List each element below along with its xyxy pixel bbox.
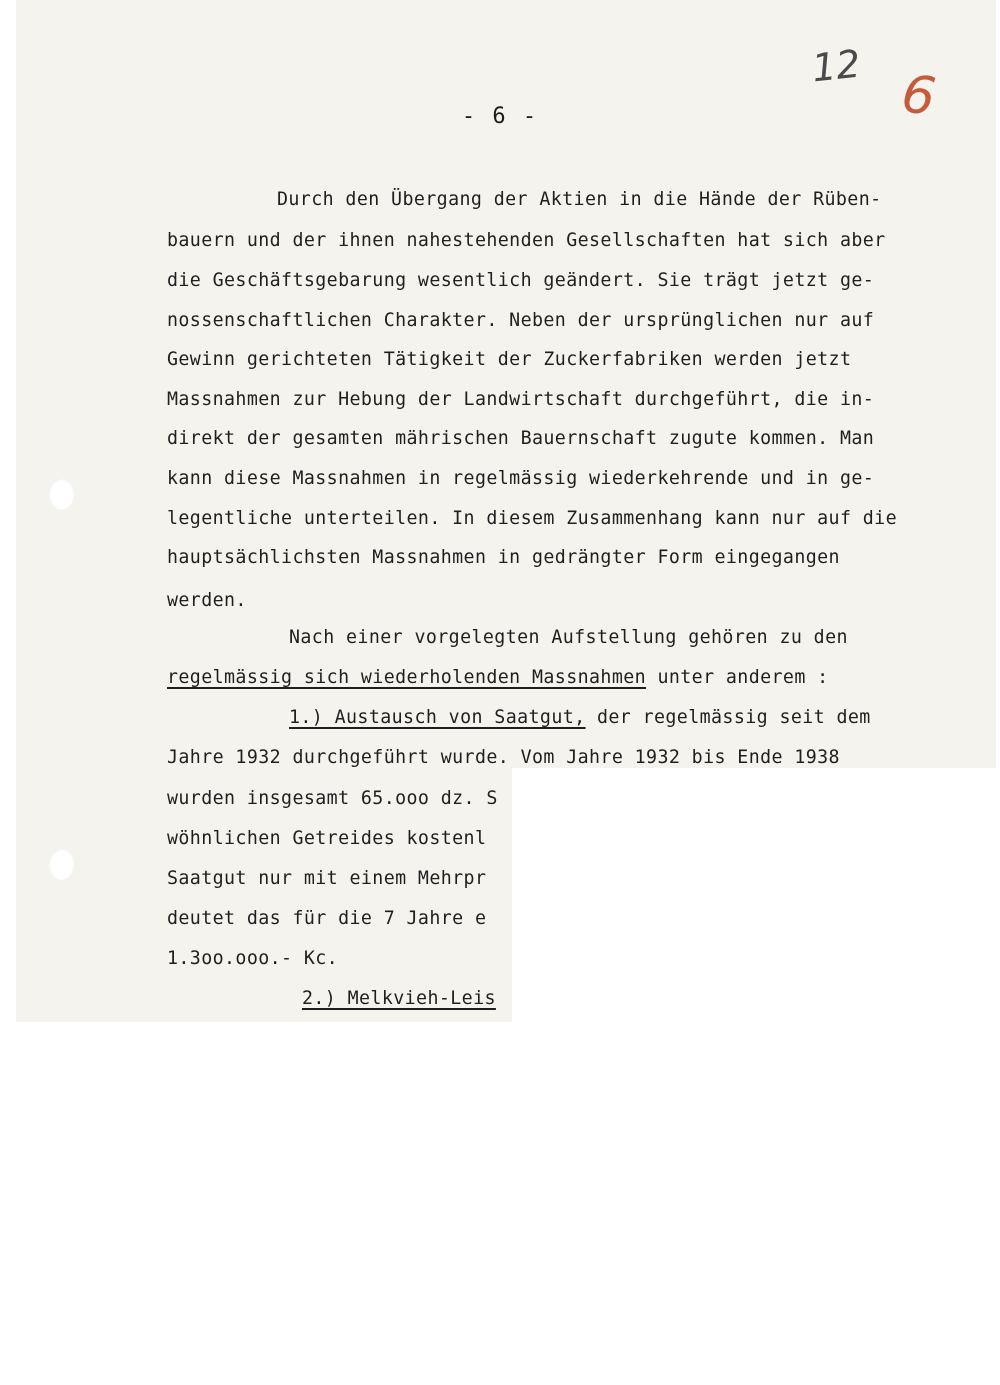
blank-area: [512, 768, 1000, 1028]
text-line: wöhnlichen Getreides kostenl: [167, 828, 487, 849]
text-line: hauptsächlichsten Massnahmen in gedrängter Form eingegangen: [167, 547, 840, 568]
text-line: die Geschäftsgebarung wesentlich geändert. Sie trägt jetzt ge-: [167, 270, 875, 291]
punch-hole: [48, 848, 74, 880]
text-line: [167, 669, 829, 687]
text-line: [289, 709, 871, 727]
text-line: Durch den Übergang der Aktien in die Hände der Rüben-: [277, 189, 882, 210]
text-line: nossenschaftlichen Charakter. Neben der ursprünglichen nur auf: [167, 310, 875, 331]
page-number: - 6 -: [461, 104, 539, 129]
text-line: legentliche unterteilen. In diesem Zusammenhang kann nur auf die: [167, 508, 897, 529]
text-line: Saatgut nur mit einem Mehrpr: [167, 868, 487, 889]
red-annotation: 6: [897, 63, 940, 129]
text-line: werden.: [167, 590, 247, 611]
text-line: Gewinn gerichteten Tätigkeit der Zuckerfabriken werden jetzt: [167, 349, 852, 370]
punch-hole: [48, 478, 74, 510]
pencil-annotation: 12: [809, 41, 863, 91]
underlined-heading: regelmässig sich wiederholenden Massnahmen: [167, 667, 647, 688]
text-span: unter anderem :: [646, 667, 829, 688]
underlined-item-heading: 1.) Austausch von Saatgut,: [289, 707, 586, 728]
text-line: deutet das für die 7 Jahre e: [167, 908, 487, 929]
text-line: Nach einer vorgelegten Aufstellung gehören zu den: [289, 627, 848, 648]
text-line: [302, 990, 496, 1008]
text-line: Massnahmen zur Hebung der Landwirtschaft durchgeführt, die in-: [167, 389, 875, 410]
text-line: bauern und der ihnen nahestehenden Gesellschaften hat sich aber: [167, 230, 886, 251]
text-line: kann diese Massnahmen in regelmässig wiederkehrende und in ge-: [167, 468, 875, 489]
underlined-item-heading: 2.) Melkvieh-Leis: [302, 988, 496, 1009]
text-line: direkt der gesamten mährischen Bauernschaft zugute kommen. Man: [167, 428, 875, 449]
text-line: wurden insgesamt 65.ooo dz. S: [167, 788, 498, 809]
text-line: 1.3oo.ooo.- Kc.: [167, 948, 339, 969]
text-line: Jahre 1932 durchgeführt wurde. Vom Jahre 1932 bis Ende 1938: [167, 747, 840, 768]
text-span: der regelmässig seit dem: [585, 707, 871, 728]
